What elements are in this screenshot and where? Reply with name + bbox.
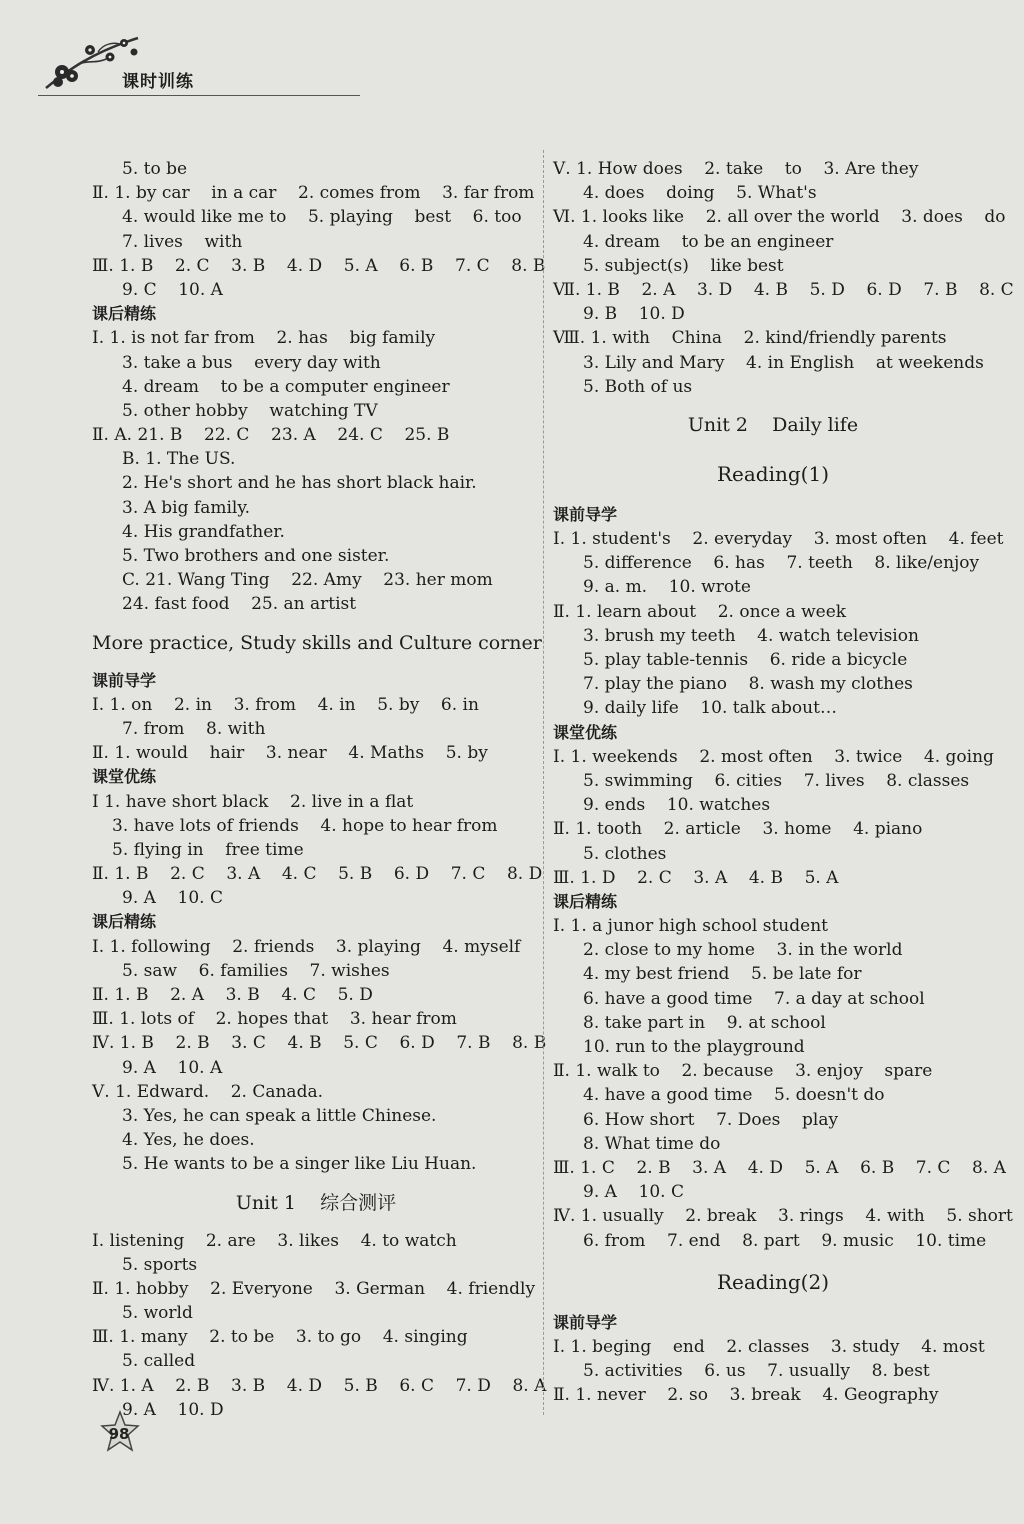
answer-line: 3. A big family. <box>122 497 251 518</box>
section-heading: 课堂优练 <box>92 767 157 787</box>
answer-line: 4. my best friend 5. be late for <box>583 964 862 985</box>
answer-line: 4. dream to be an engineer <box>583 231 834 252</box>
answer-line: 3. Yes, he can speak a little Chinese. <box>122 1105 437 1126</box>
answer-line: 6. have a good time 7. a day at school <box>583 988 925 1009</box>
answer-line: Ⅱ. 1. by car in a car 2. comes from 3. far from <box>92 183 535 204</box>
answer-line: 5. clothes <box>583 843 667 864</box>
answer-line: Ⅱ. 1. B 2. A 3. B 4. C 5. D <box>92 985 373 1005</box>
answer-line: Ⅲ. 1. C 2. B 3. A 4. D 5. A 6. B 7. C 8. A <box>553 1157 1006 1178</box>
answer-line: 6. from 7. end 8. part 9. music 10. time <box>583 1230 987 1251</box>
answer-line: Ⅳ. 1. usually 2. break 3. rings 4. with 5. short <box>553 1206 1013 1227</box>
answer-line: B. 1. The US. <box>122 449 236 470</box>
answer-line: 5. Both of us <box>583 376 693 397</box>
answer-line: 9. A 10. A <box>122 1057 223 1078</box>
answer-line: 9. C 10. A <box>122 279 223 300</box>
answer-line: 9. daily life 10. talk about… <box>583 698 837 719</box>
answer-line: 9. a. m. 10. wrote <box>583 577 751 598</box>
answer-line: Ⅰ. 1. is not far from 2. has big family <box>92 328 436 349</box>
answer-line: 4. Yes, he does. <box>122 1130 255 1151</box>
section-heading: 课前导学 <box>553 1312 618 1332</box>
header-title: 课时训练 <box>122 72 194 92</box>
answer-line: 5. difference 6. has 7. teeth 8. like/enjoy <box>583 553 980 574</box>
answer-line: 5. flying in free time <box>112 839 304 860</box>
answer-line: 5. subject(s) like best <box>583 255 784 276</box>
answer-line: 3. brush my teeth 4. watch television <box>583 625 919 646</box>
answer-line: Ⅰ. 1. a junor high school student <box>553 916 828 937</box>
answer-line: Ⅱ. 1. would hair 3. near 4. Maths 5. by <box>92 743 488 764</box>
answer-line: Ⅴ. 1. Edward. 2. Canada. <box>92 1081 323 1102</box>
column-divider <box>543 150 544 1415</box>
answer-line: 7. lives with <box>122 231 243 252</box>
answer-line: 8. What time do <box>583 1133 721 1154</box>
answer-line: 9. A 10. D <box>122 1399 224 1420</box>
answer-line: Ⅱ. 1. hobby 2. Everyone 3. German 4. friendly <box>92 1278 536 1299</box>
answer-line: Ⅰ. 1. beging end 2. classes 3. study 4. most <box>553 1336 985 1357</box>
answer-line: Ⅴ. 1. How does 2. take to 3. Are they <box>553 159 919 179</box>
answer-line: 5. Two brothers and one sister. <box>122 546 390 566</box>
section-heading: 课后精练 <box>553 891 618 911</box>
answer-line: 5. called <box>122 1351 196 1372</box>
answer-line: Ⅲ. 1. lots of 2. hopes that 3. hear from <box>92 1009 457 1030</box>
answer-line: Ⅰ. listening 2. are 3. likes 4. to watch <box>92 1230 457 1251</box>
answer-line: 9. A 10. C <box>583 1182 684 1203</box>
answer-line: 5. saw 6. families 7. wishes <box>122 960 390 981</box>
answer-line: 10. run to the playground <box>583 1037 805 1057</box>
section-heading: 课前导学 <box>92 670 157 690</box>
page-number-badge <box>100 1410 146 1456</box>
section-heading: 课后精练 <box>92 912 157 932</box>
answer-line: 5. to be <box>122 159 188 179</box>
answer-line: Ⅰ 1. have short black 2. live in a flat <box>92 791 414 812</box>
section-title: Reading(2) <box>716 1269 830 1294</box>
answer-line: 4. have a good time 5. doesn't do <box>583 1085 885 1106</box>
section-heading: 课前导学 <box>553 504 618 524</box>
answer-line: Ⅰ. 1. weekends 2. most often 3. twice 4. going <box>553 746 994 767</box>
page-number: 98 <box>108 1425 130 1443</box>
answer-line: 4. His grandfather. <box>122 521 285 542</box>
page-header <box>38 30 368 105</box>
answer-line: Ⅱ. 1. tooth 2. article 3. home 4. piano <box>553 819 923 840</box>
section-title: Unit 2 Daily life <box>687 413 859 436</box>
answer-line: Ⅶ. 1. B 2. A 3. D 4. B 5. D 6. D 7. B 8. C <box>553 279 1014 300</box>
answer-line: Ⅱ. 1. walk to 2. because 3. enjoy spare <box>553 1061 933 1082</box>
answer-line: Ⅷ. 1. with China 2. kind/friendly parents <box>553 328 947 349</box>
answer-line: 3. have lots of friends 4. hope to hear from <box>112 815 498 836</box>
answer-line: Ⅱ. 1. never 2. so 3. break 4. Geography <box>553 1385 939 1406</box>
answer-line: 5. other hobby watching TV <box>122 400 378 421</box>
answer-line: 7. play the piano 8. wash my clothes <box>583 674 913 695</box>
section-title: Unit 1 综合测评 <box>235 1191 397 1214</box>
header-rule <box>38 95 360 96</box>
left-answer-column <box>92 157 547 1422</box>
answer-line: 5. world <box>122 1303 193 1324</box>
answer-line: 9. B 10. D <box>583 304 685 325</box>
answer-line: 3. Lily and Mary 4. in English at weekends <box>583 352 984 373</box>
section-title: Reading(1) <box>716 461 830 486</box>
section-heading: 课后精练 <box>92 304 157 324</box>
answer-line: Ⅵ. 1. looks like 2. all over the world 3. does do <box>553 207 1006 228</box>
section-title: More practice, Study skills and Culture corner <box>92 631 542 654</box>
answer-line: 9. A 10. C <box>122 888 223 909</box>
answer-line: Ⅲ. 1. B 2. C 3. B 4. D 5. A 6. B 7. C 8. B <box>92 255 546 276</box>
answer-line: 5. swimming 6. cities 7. lives 8. classes <box>583 770 970 791</box>
answer-line: C. 21. Wang Ting 22. Amy 23. her mom <box>122 570 493 591</box>
answer-line: 2. He's short and he has short black hair. <box>122 473 477 494</box>
answer-line: 7. from 8. with <box>122 718 266 739</box>
answer-line: Ⅱ. 1. learn about 2. once a week <box>553 601 847 622</box>
answer-line: 6. How short 7. Does play <box>583 1109 839 1130</box>
answer-line: Ⅰ. 1. following 2. friends 3. playing 4. myself <box>92 936 521 957</box>
answer-line: 9. ends 10. watches <box>583 795 771 816</box>
answer-line: 5. sports <box>122 1254 198 1275</box>
answer-line: Ⅲ. 1. many 2. to be 3. to go 4. singing <box>92 1327 468 1348</box>
answer-line: 4. would like me to 5. playing best 6. too <box>122 207 522 228</box>
answer-line: 5. activities 6. us 7. usually 8. best <box>583 1361 930 1382</box>
answer-line: 24. fast food 25. an artist <box>122 594 357 615</box>
right-answer-column <box>553 157 1014 1407</box>
answer-line: 4. dream to be a computer engineer <box>122 376 450 397</box>
answer-line: Ⅳ. 1. B 2. B 3. C 4. B 5. C 6. D 7. B 8. B <box>92 1033 547 1054</box>
answer-line: Ⅱ. 1. B 2. C 3. A 4. C 5. B 6. D 7. C 8. D <box>92 864 543 885</box>
answer-line: 5. play table-tennis 6. ride a bicycle <box>583 650 908 670</box>
answer-line: Ⅰ. 1. student's 2. everyday 3. most often 4. feet <box>553 529 1004 550</box>
answer-line: 4. does doing 5. What's <box>583 183 817 204</box>
answer-line: 2. close to my home 3. in the world <box>583 940 903 961</box>
answer-line: 5. He wants to be a singer like Liu Huan. <box>122 1154 477 1175</box>
answer-line: Ⅰ. 1. on 2. in 3. from 4. in 5. by 6. in <box>92 694 479 715</box>
answer-line: Ⅳ. 1. A 2. B 3. B 4. D 5. B 6. C 7. D 8. A <box>92 1375 547 1396</box>
answer-line: Ⅱ. A. 21. B 22. C 23. A 24. C 25. B <box>92 425 450 446</box>
section-heading: 课堂优练 <box>553 722 618 742</box>
answer-line: 3. take a bus every day with <box>122 352 381 373</box>
answer-line: Ⅲ. 1. D 2. C 3. A 4. B 5. A <box>553 867 839 888</box>
answer-line: 8. take part in 9. at school <box>583 1012 826 1033</box>
